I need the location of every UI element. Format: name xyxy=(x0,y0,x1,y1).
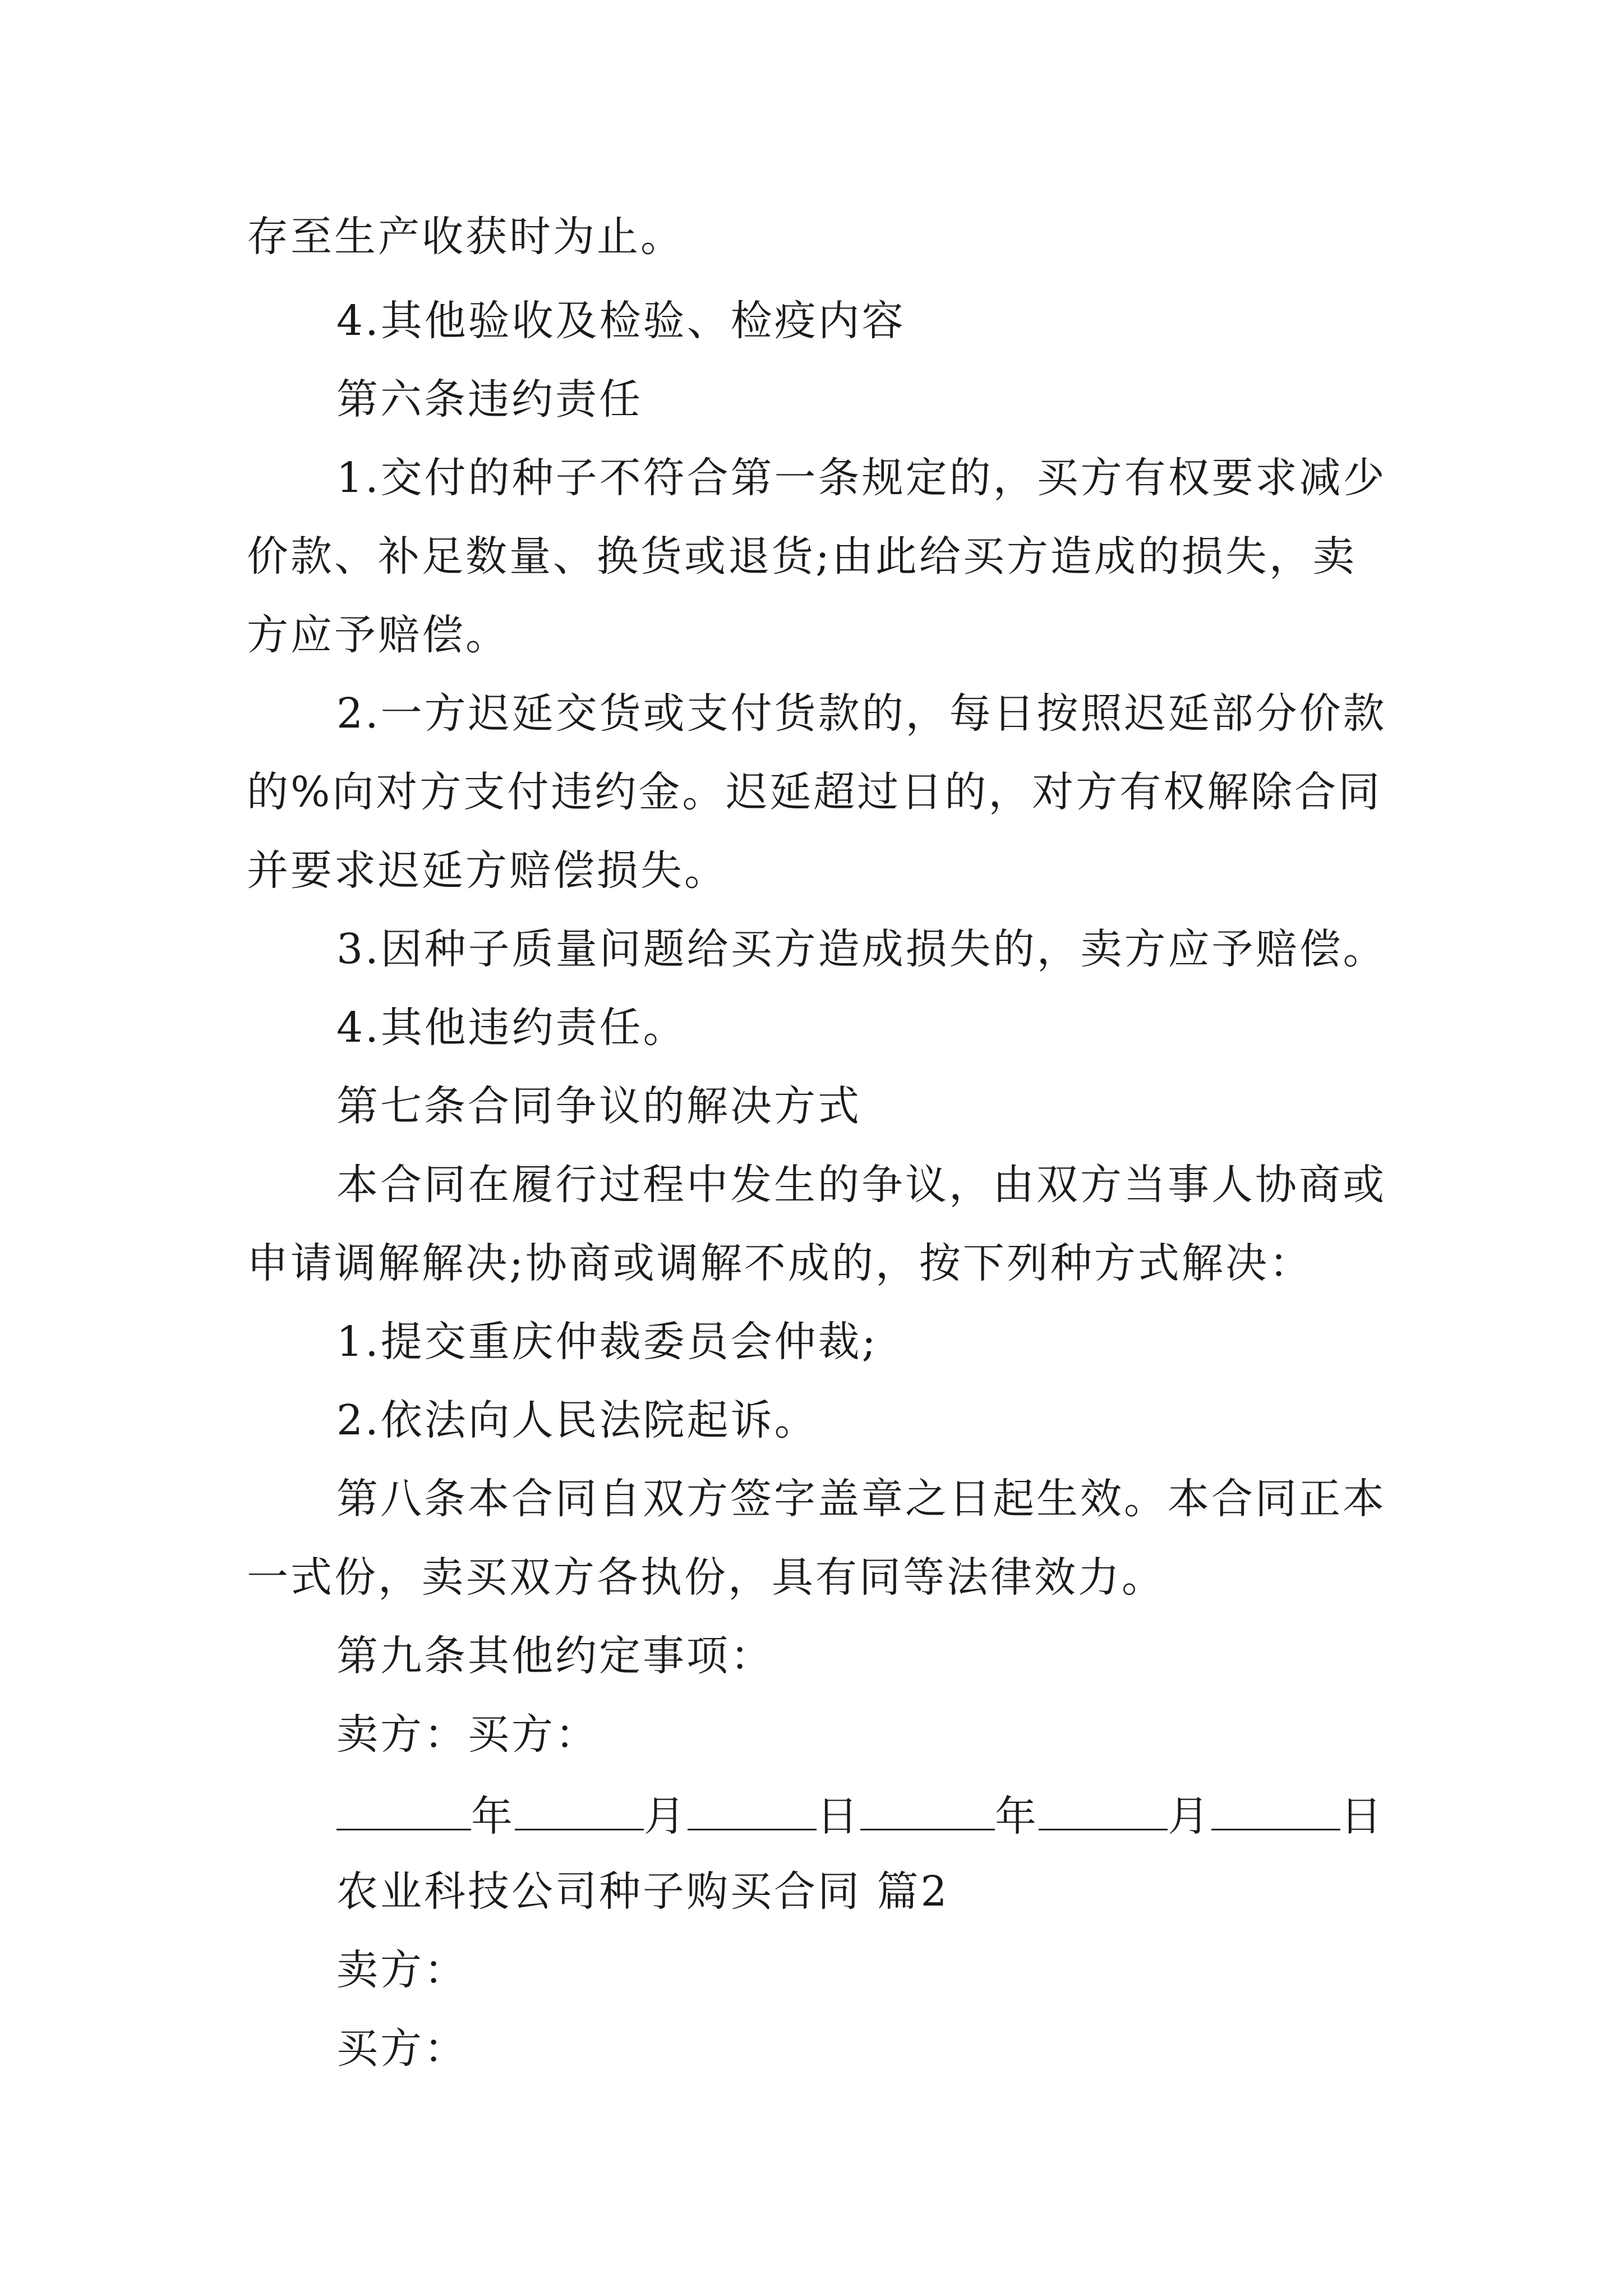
blank-field xyxy=(688,1785,817,1830)
blank-field xyxy=(860,1785,995,1830)
signature-labels: 卖方：买方： xyxy=(336,1710,599,1759)
paragraph-line: 申请调解解决;协商或调解不成的，按下列种方式解决： xyxy=(247,1239,1313,1287)
section-title: 农业科技公司种子购买合同 篇2 xyxy=(336,1867,949,1916)
paragraph-line: 方应予赔偿。 xyxy=(247,611,509,659)
blank-field xyxy=(515,1785,644,1830)
paragraph-line: 4.其他违约责任。 xyxy=(336,1004,687,1052)
paragraph-line: 1.提交重庆仲裁委员会仲裁; xyxy=(336,1318,878,1366)
paragraph-line: 一式份，卖买双方各执份，具有同等法律效力。 xyxy=(247,1553,1165,1602)
paragraph-line: 价款、补足数量、换货或退货;由此给买方造成的损失，卖 xyxy=(247,532,1357,581)
paragraph-line: 存至生产收获时为止。 xyxy=(247,213,684,261)
date-line xyxy=(336,1785,1384,1844)
blank-field xyxy=(1039,1785,1168,1830)
month-label: 月 xyxy=(1168,1792,1211,1841)
article-heading: 第九条其他约定事项： xyxy=(336,1632,774,1680)
month-label: 月 xyxy=(644,1792,688,1841)
paragraph-line: 3.因种子质量问题给买方造成损失的，卖方应予赔偿。 xyxy=(336,925,1387,973)
blank-field xyxy=(336,1785,471,1830)
article-heading: 第六条违约责任 xyxy=(336,375,643,424)
paragraph-line: 2.依法向人民法院起诉。 xyxy=(336,1396,818,1444)
year-label: 年 xyxy=(995,1792,1039,1841)
paragraph-line: 1.交付的种子不符合第一条规定的，买方有权要求减少 xyxy=(336,454,1387,502)
day-label: 日 xyxy=(1340,1792,1384,1841)
article-heading: 第七条合同争议的解决方式 xyxy=(336,1082,861,1130)
paragraph-line: 的%向对方支付违约金。迟延超过日的，对方有权解除合同 xyxy=(247,768,1382,816)
buyer-label: 买方： xyxy=(336,2024,468,2073)
day-label: 日 xyxy=(817,1792,860,1841)
paragraph-line: 本合同在履行过程中发生的争议，由双方当事人协商或 xyxy=(336,1161,1386,1209)
seller-label: 卖方： xyxy=(336,1946,468,1994)
paragraph-line: 并要求迟延方赔偿损失。 xyxy=(247,846,728,895)
paragraph-line: 第八条本合同自双方签字盖章之日起生效。本合同正本 xyxy=(336,1475,1386,1523)
blank-field xyxy=(1211,1785,1340,1830)
paragraph-line: 4.其他验收及检验、检疫内容 xyxy=(336,297,906,345)
paragraph-line: 2.一方迟延交货或支付货款的，每日按照迟延部分价款 xyxy=(336,689,1387,738)
year-label: 年 xyxy=(471,1792,515,1841)
